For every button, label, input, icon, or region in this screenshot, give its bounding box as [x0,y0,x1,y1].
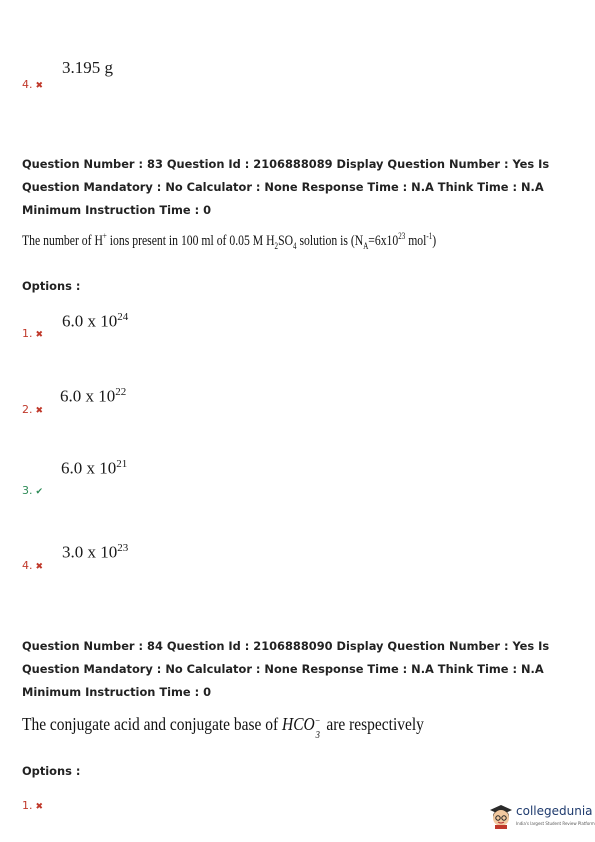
q83-option-1-value: 6.0 x $10^{24}$ [62,311,129,331]
q83-option-1 [22,327,43,340]
cross-icon: ✖ [35,81,44,91]
graduate-mascot-icon [488,803,514,829]
question-84-text: The conjugate acid and conjugate base of HCO − 3 are respectively [22,714,424,741]
q83-option-3-value: 6.0 x $10^{21}$ [61,458,128,478]
check-icon: ✔ [35,487,44,497]
option-number: 2. [22,403,33,416]
q83-option-2-value: 6.0 x $10^{22}$ [60,386,127,406]
question-83-text: The number of H+ ions present in 100 ml of 0.05 M $H_2SO_4$ solution is ($N_A=6x10^{23}$ mol$^{-1}$) [22,231,437,251]
collegedunia-logo [488,801,595,835]
question-83-header: Question Number : 83 Question Id : 2106888089 Display Question Number : Yes Is Question Mandatory : No Calculator : None Response Time : N.A Think Time : N.A Minimum Instruction Time : 0 [22,157,550,217]
logo-name: collegedunia [516,804,593,818]
prev-option-4 [22,78,43,91]
cross-icon: ✖ [35,562,44,572]
cross-icon: ✖ [35,406,44,416]
q83-option-2 [22,403,43,416]
option-number: 1. [22,799,33,812]
option-number: 1. [22,327,33,340]
question-84-options-label: Options : [22,764,81,778]
option-number: 3. [22,484,33,497]
q84-option-1 [22,799,43,812]
cross-icon: ✖ [35,330,44,340]
prev-option-value: 3.195 g [62,58,113,77]
q83-option-4 [22,559,43,572]
question-84-header: Question Number : 84 Question Id : 2106888090 Display Question Number : Yes Is Question Mandatory : No Calculator : None Response Time : N.A Think Time : N.A Minimum Instruction Time : 0 [22,639,550,699]
cross-icon: ✖ [35,802,44,812]
option-number: 4. [22,559,33,572]
q83-option-4-value: 3.0 x $10^{23}$ [62,542,129,562]
logo-tagline: India's largest Student Review Platform [516,821,595,826]
q83-option-3 [22,484,43,497]
formula: HCO [282,714,315,734]
option-number: 4. [22,78,33,91]
question-83-options-label: Options : [22,279,81,293]
